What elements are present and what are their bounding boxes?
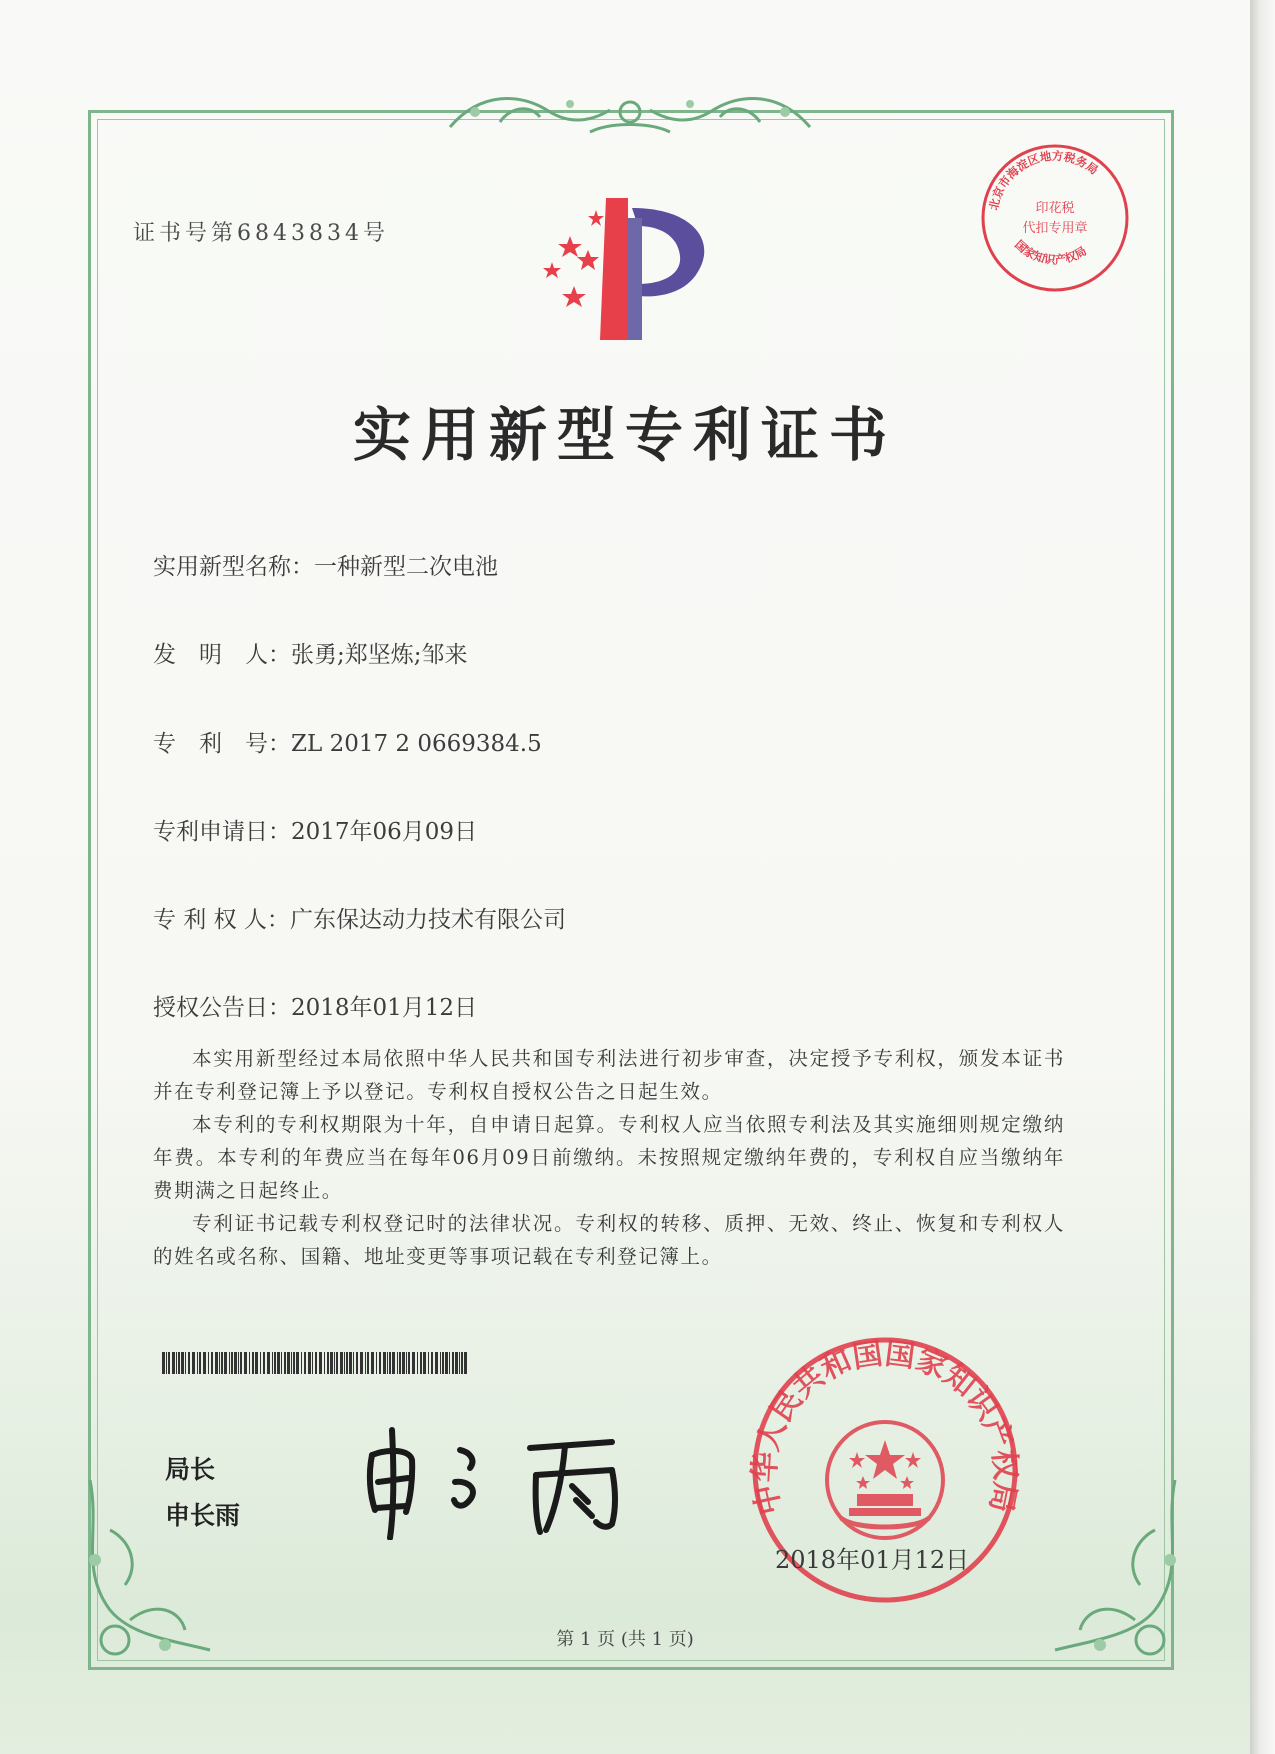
field-patent-number xyxy=(153,725,542,758)
svg-text:中华人民共和国国家知识产权局 xyxy=(747,1336,1022,1517)
director-signature xyxy=(350,1420,650,1540)
field-value: 2017年06月09日 xyxy=(291,819,478,845)
tax-stamp-bottom-text: 国家知识产权局 xyxy=(1012,237,1089,267)
tax-stamp xyxy=(975,138,1135,298)
field-value: 2018年01月12日 xyxy=(291,995,478,1021)
field-value: ZL 2017 2 0669384.5 xyxy=(291,731,542,757)
body-paragraph-3: 专利证书记载专利权登记时的法律状况。专利权的转移、质押、无效、终止、恢复和专利权人的姓名或名称、国籍、地址变更等事项记载在专利登记簿上。 xyxy=(153,1212,1065,1268)
body-paragraph-1: 本实用新型经过本局依照中华人民共和国专利法进行初步审查，决定授予专利权，颁发本证书并在专利登记簿上予以登记。专利权自授权公告之日起生效。 xyxy=(153,1047,1065,1103)
field-label: 专 利 号： xyxy=(153,731,291,757)
director-name: 申长雨 xyxy=(165,1501,241,1530)
field-value: 一种新型二次电池 xyxy=(314,554,498,580)
page-indicator: 第 1 页 (共 1 页) xyxy=(556,1629,694,1650)
binding-edge xyxy=(1250,0,1275,1754)
certificate-number: 证书号第6843834号 xyxy=(133,221,389,246)
field-label: 授权公告日： xyxy=(153,995,291,1021)
field-label: 专 利 权 人： xyxy=(153,907,290,933)
svg-text:国家知识产权局 xyxy=(1012,237,1089,267)
field-value: 张勇;郑坚炼;邹来 xyxy=(291,642,468,668)
field-value: 广东保达动力技术有限公司 xyxy=(289,907,566,933)
field-utility-model-name xyxy=(153,548,498,581)
field-inventors xyxy=(153,636,468,669)
field-label: 实用新型名称： xyxy=(153,554,314,580)
tax-stamp-ring-text: 北京市海淀区地方税务局 xyxy=(986,148,1101,212)
certificate-title: 实用新型专利证书 xyxy=(352,401,897,469)
patent-office-logo-icon xyxy=(530,198,730,346)
office-seal-text: 中华人民共和国国家知识产权局 xyxy=(747,1336,1023,1518)
barcode xyxy=(162,1352,472,1374)
issue-date: 2018年01月12日 xyxy=(775,1546,970,1574)
field-label: 发 明 人： xyxy=(153,642,291,668)
field-grant-date xyxy=(153,989,477,1022)
tax-stamp-inner-1: 印花税 xyxy=(1035,201,1075,216)
tax-stamp-inner-2: 代扣专用章 xyxy=(1022,221,1088,236)
field-label: 专利申请日： xyxy=(153,819,291,845)
certificate-body xyxy=(153,1042,1065,1273)
director-title: 局长 xyxy=(165,1455,216,1484)
body-paragraph-2: 本专利的专利权期限为十年，自申请日起算。专利权人应当依照专利法及其实施细则规定缴纳年费。本专利的年费应当在每年06月09日前缴纳。未按照规定缴纳年费的，专利权自应当缴纳年费期满之日起终止。 xyxy=(153,1113,1065,1202)
field-application-date xyxy=(153,813,477,846)
field-patentee xyxy=(153,901,566,934)
top-ornament xyxy=(440,82,820,142)
